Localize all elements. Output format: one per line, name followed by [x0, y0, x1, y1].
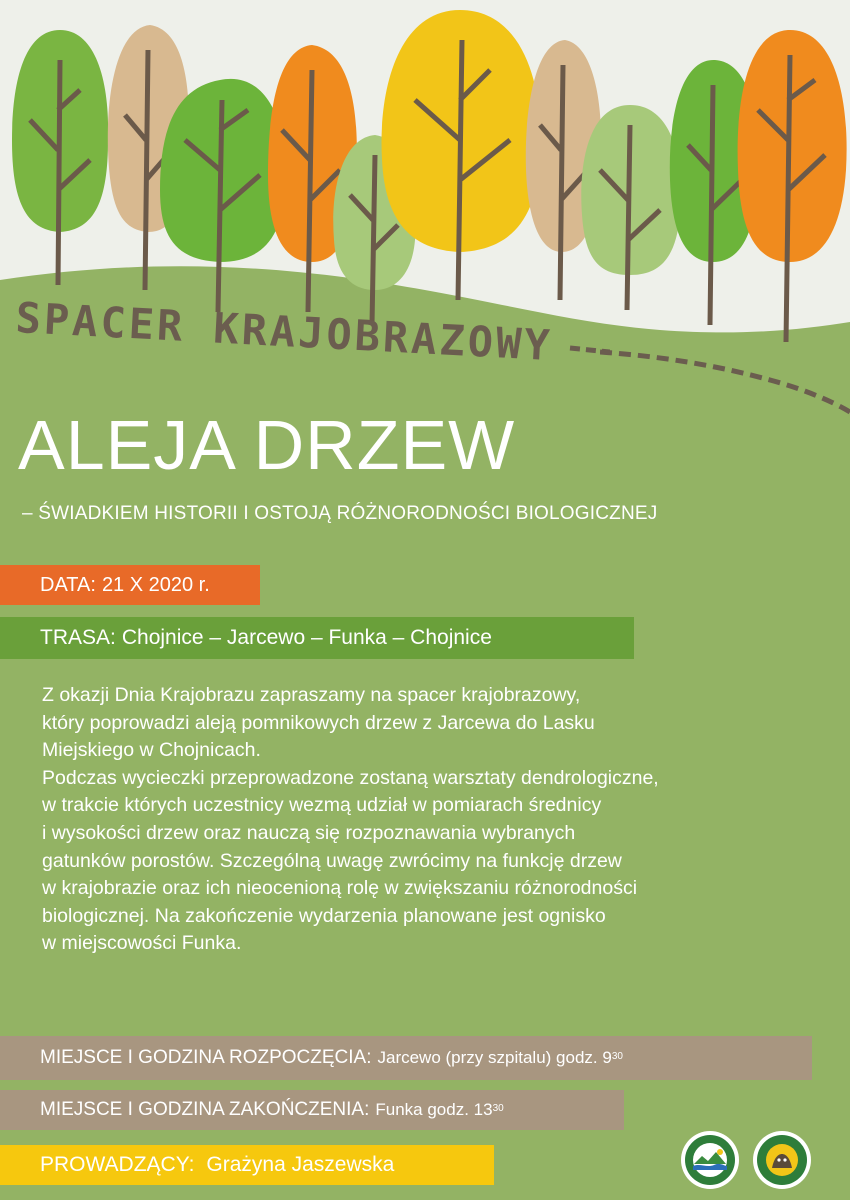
- date-value: 21 X 2020 r.: [101, 573, 210, 596]
- event-description: [42, 682, 832, 958]
- end-bar: [0, 1090, 624, 1130]
- tree-1: [12, 30, 108, 285]
- end-label: MIEJSCE I GODZINA ZAKOŃCZENIA:: [40, 1099, 370, 1120]
- description-line: w trakcie których uczestnicy wezmą udział w pomiarach średnicy: [42, 794, 602, 817]
- date-label: DATA:: [40, 573, 96, 596]
- description-line: biologicznej. Na zakończenie wydarzenia planowane jest ognisko: [42, 904, 606, 927]
- route-label: TRASA:: [40, 626, 116, 649]
- leader-bar: [0, 1145, 494, 1185]
- description-line: w krajobrazie oraz ich nieocenioną rolę w zwiększaniu różnorodności: [42, 877, 638, 900]
- description-line: i wysokości drzew oraz nauczą się rozpoznawania wybranych: [42, 821, 576, 844]
- description-line: Miejskiego w Chojnicach.: [42, 739, 261, 762]
- leader-label: PROWADZĄCY:: [40, 1153, 195, 1176]
- leader-value: Grażyna Jaszewska: [206, 1153, 395, 1176]
- description-line: Z okazji Dnia Krajobrazu zapraszamy na spacer krajobrazowy,: [42, 684, 581, 706]
- end-time-sup: 30: [492, 1102, 504, 1114]
- pomorski-zespol-logo: [680, 1130, 740, 1190]
- description-line: który poprowadzi aleją pomnikowych drzew z Jarcewa do Lasku: [42, 711, 595, 734]
- page-title: ALEJA DRZEW: [18, 406, 516, 484]
- description-line: gatunków porostów. Szczególną uwagę zwrócimy na funkcję drzew: [42, 849, 622, 872]
- description-line: w miejscowości Funka.: [42, 932, 242, 955]
- page-subtitle: – ŚWIADKIEM HISTORII I OSTOJĄ RÓŻNORODNOŚCI BIOLOGICZNEJ: [22, 503, 658, 524]
- banner-title: SPACER KRAJOBRAZOWY: [14, 293, 554, 371]
- route-value: Chojnice – Jarcewo – Funka – Chojnice: [121, 626, 492, 649]
- date-bar: [0, 565, 260, 605]
- start-time-sup: 30: [611, 1050, 623, 1062]
- zaborski-park-logo: [752, 1130, 812, 1190]
- tree-10: [738, 30, 847, 342]
- end-value: Funka godz. 13: [375, 1100, 493, 1119]
- description-line: Podczas wycieczki przeprowadzone zostaną warsztaty dendrologiczne,: [42, 766, 659, 789]
- dotted-path: [600, 340, 850, 420]
- route-bar: [0, 617, 634, 659]
- start-label: MIEJSCE I GODZINA ROZPOCZĘCIA:: [40, 1047, 372, 1068]
- banner-title-art: [10, 270, 610, 380]
- start-bar: [0, 1036, 812, 1080]
- start-value: Jarcewo (przy szpitalu) godz. 9: [377, 1048, 612, 1067]
